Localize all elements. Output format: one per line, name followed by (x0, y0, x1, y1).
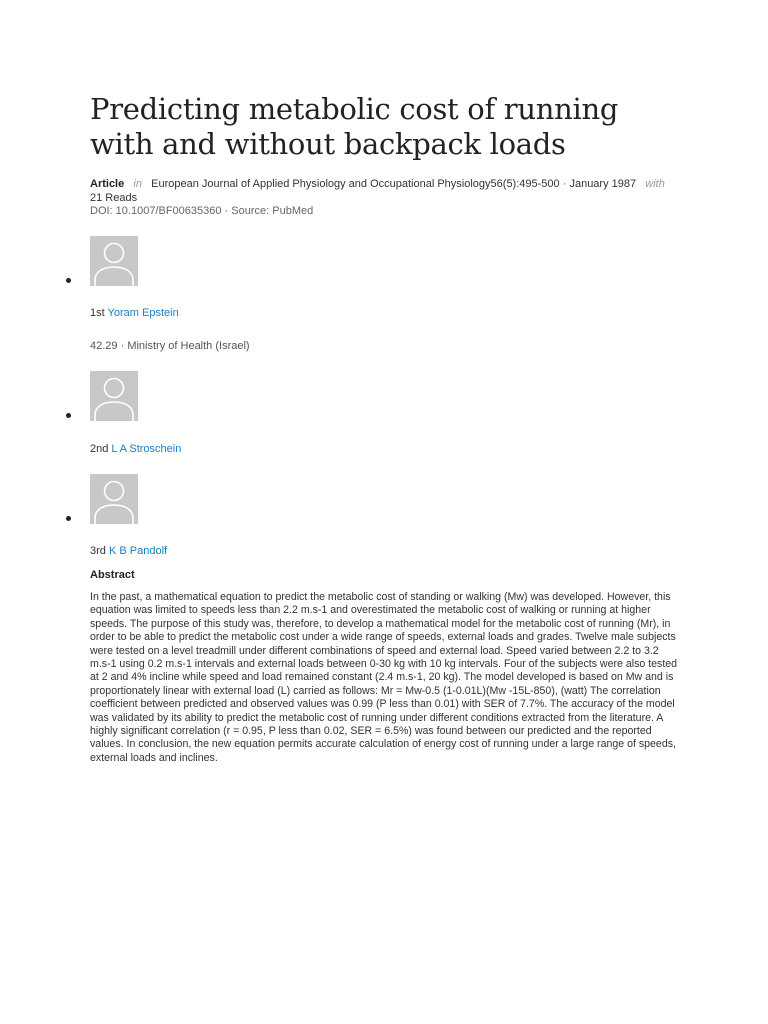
separator: · (224, 205, 229, 217)
author-affiliation (90, 340, 250, 353)
author-3 (90, 545, 167, 558)
user-placeholder-icon[interactable] (90, 474, 138, 524)
bullet-dot (66, 413, 71, 418)
in-label: in (133, 178, 142, 190)
article-type: Article (90, 178, 125, 190)
journal-name[interactable]: European Journal of Applied Physiology and Occupational Physiology56(5):495-500 (151, 178, 560, 190)
publication-date: January 1987 (569, 178, 637, 190)
abstract-heading: Abstract (90, 569, 135, 581)
author-order: 3rd (90, 545, 106, 557)
author-link[interactable]: K B Pandolf (108, 545, 168, 557)
author-link[interactable]: L A Stroschein (111, 443, 182, 455)
author-score: 42.29 (90, 340, 118, 352)
author-2 (90, 443, 181, 456)
article-meta (90, 178, 690, 219)
author-order: 1st (90, 307, 105, 319)
with-label: with (645, 178, 665, 190)
affiliation-name[interactable]: Ministry of Health (Israel) (127, 340, 250, 352)
doi[interactable]: DOI: 10.1007/BF00635360 (90, 205, 222, 217)
reads-count: 21 Reads (90, 191, 138, 204)
separator: · (562, 178, 567, 190)
author-link[interactable]: Yoram Epstein (107, 307, 179, 319)
author-order: 2nd (90, 443, 109, 455)
separator: · (120, 340, 125, 352)
abstract-text: In the past, a mathematical equation to predict the metabolic cost of standing or walking (Mw) was developed. However, this equation was limited to speeds less than 2.2 m.s-1 and overestimated the metabolic cost of walking or running at higher speeds. The purpose of this study was, therefore, to develop a mathematical model for the metabolic cost of running (Mr), in order to be able to predict the metabolic cost under a wide range of speeds, external loads and grades. Twelve male subjects were tested on a level treadmill under different combinations of speed and external load. Speed varied between 2.2 to 3.2 m.s-1 using 0.2 m.s-1 intervals and external loads between 0-30 kg with 10 kg intervals. Four of the subjects were also tested at 2 and 4% incline while speed and load remained constant (2.4 m.s-1, 20 kg). The model developed is based on Mw and is proportionately linear with external load (L) carried as follows: Mr = Mw-0.5 (1-0.01L)(Mw -15L-850), (watt) The correlation coefficient between predicted and observed values was 0.99 (P less than 0.01) with SER of 7.7%. The accuracy of the model was validated by its ability to predict the metabolic cost of running under different conditions extracted from the literature. A highly significant correlation (r = 0.95, P less than 0.02, SER = 6.5%) was found between our predicted and the reported values. In conclusion, the new equation permits accurate calculation of energy cost of running under a large range of speeds, external loads and inclines. (90, 591, 678, 764)
user-placeholder-icon[interactable] (90, 236, 138, 286)
source: Source: PubMed (231, 205, 314, 217)
page-title: Predicting metabolic cost of running with and without backpack loads (90, 92, 619, 161)
user-placeholder-icon[interactable] (90, 371, 138, 421)
bullet-dot (66, 278, 71, 283)
author-1 (90, 307, 179, 320)
bullet-dot (66, 516, 71, 521)
